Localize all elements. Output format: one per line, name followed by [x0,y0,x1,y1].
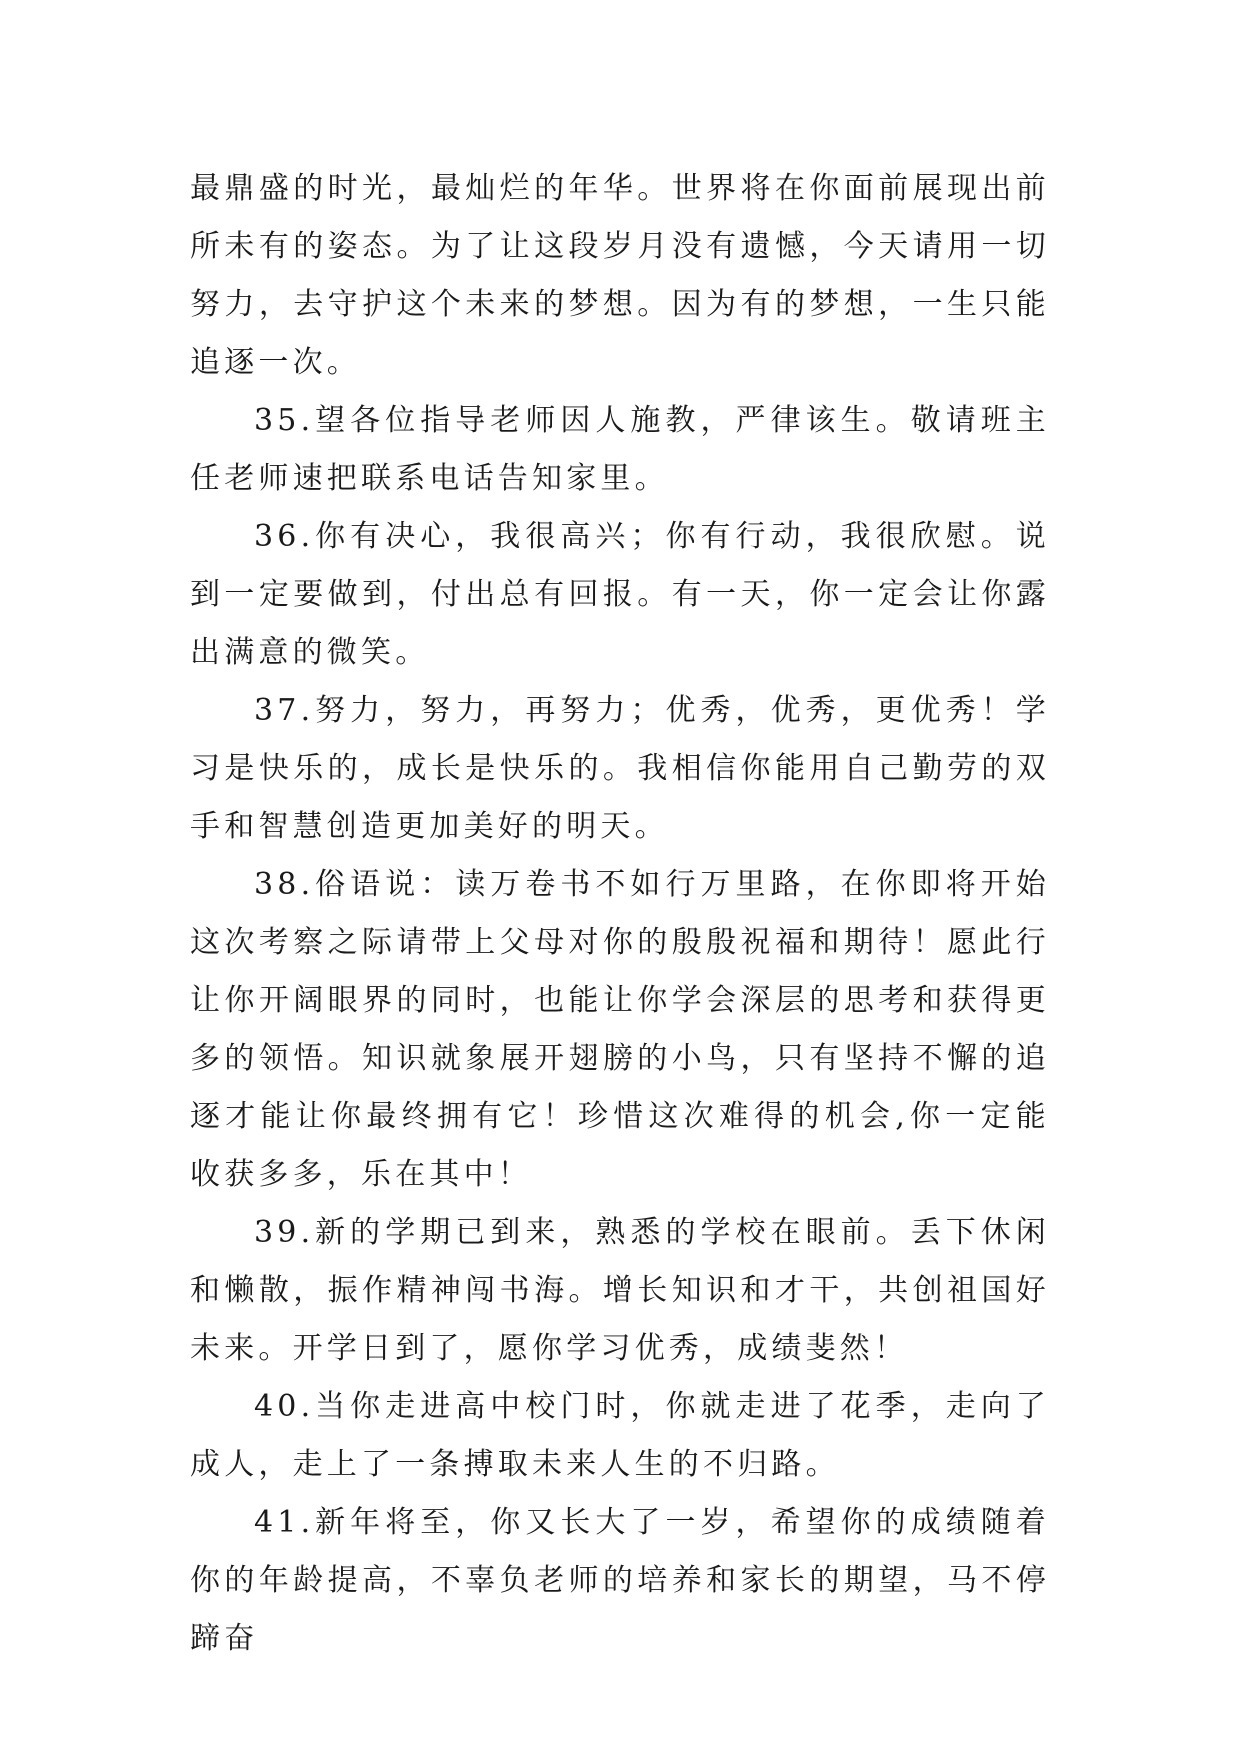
paragraph-41: 41.新年将至，你又长大了一岁，希望你的成绩随着你的年龄提高，不辜负老师的培养和家长的期望，马不停蹄奋 [190,1505,1050,1656]
paragraph-38: 38.俗语说：读万卷书不如行万里路，在你即将开始这次考察之际请带上父母对你的殷殷祝福和期待！愿此行让你开阔眼界的同时，也能让你学会深层的思考和获得更多的领悟。知识就象展开翅膀的小鸟，只有坚持不懈的追逐才能让你最终拥有它！珍惜这次难得的机会,你一定能收获多多，乐在其中！ [190,867,1050,1192]
paragraph-36: 36.你有决心，我很高兴；你有行动，我很欣慰。说到一定要做到，付出总有回报。有一天，你一定会让你露出满意的微笑。 [190,519,1050,670]
paragraph-37: 37.努力，努力，再努力；优秀，优秀，更优秀！学习是快乐的，成长是快乐的。我相信你能用自己勤劳的双手和智慧创造更加美好的明天。 [190,693,1050,844]
paragraph-40: 40.当你走进高中校门时，你就走进了花季，走向了成人，走上了一条搏取未来人生的不归路。 [190,1389,1050,1482]
paragraph-39: 39.新的学期已到来，熟悉的学校在眼前。丢下休闲和懒散，振作精神闯书海。增长知识和才干，共创祖国好未来。开学日到了，愿你学习优秀，成绩斐然！ [190,1215,1050,1366]
paragraph-35: 35.望各位指导老师因人施教，严律该生。敬请班主任老师速把联系电话告知家里。 [190,403,1050,496]
document-body [190,160,1050,1668]
paragraph-continuation: 最鼎盛的时光，最灿烂的年华。世界将在你面前展现出前所未有的姿态。为了让这段岁月没有遗憾，今天请用一切努力，去守护这个未来的梦想。因为有的梦想，一生只能追逐一次。 [190,171,1050,380]
